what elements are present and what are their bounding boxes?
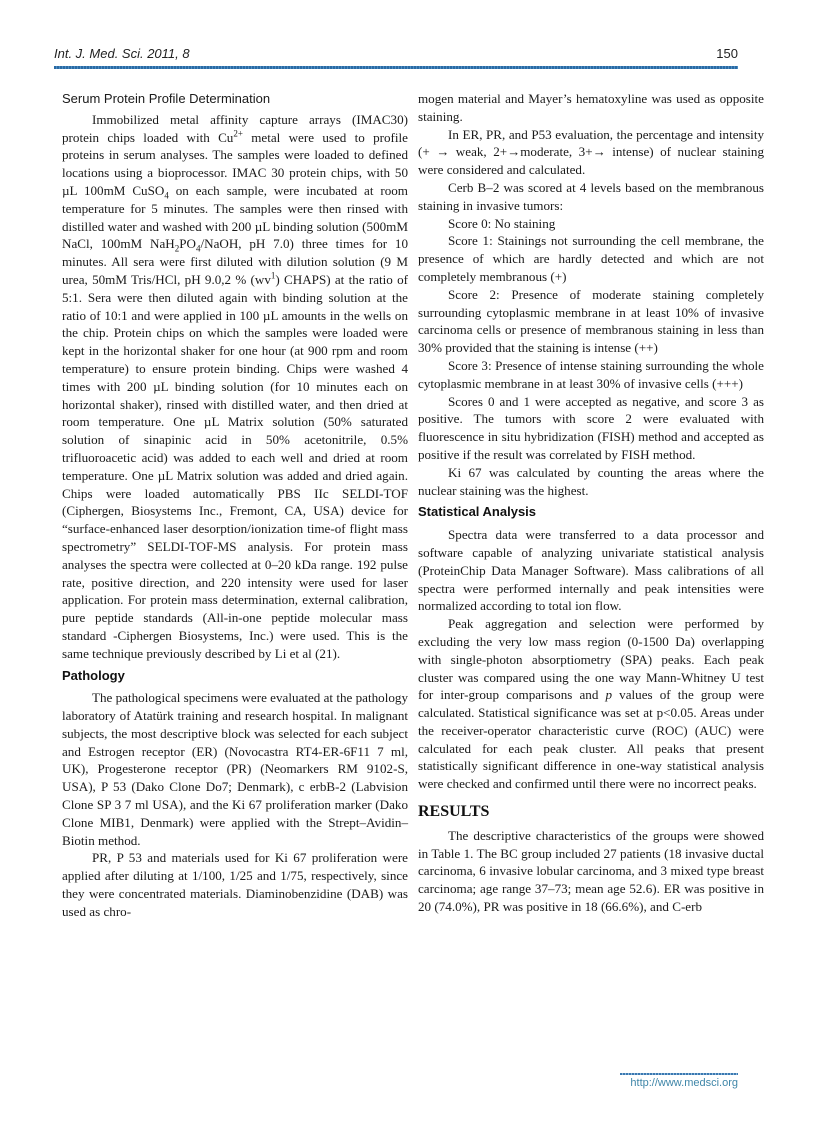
left-column: [62, 90, 408, 921]
section-heading-serum-protein: Serum Protein Profile Determination: [62, 91, 271, 106]
page-number: 150: [716, 46, 738, 61]
journal-url-link[interactable]: http://www.medsci.org: [630, 1077, 738, 1089]
text-run: on each sample, were incubated at room temperature for 5 minutes. The samples were then rinsed with distilled water and washed with 200 µL binding solution (500mM NaCl, 100mM NaH: [62, 182, 408, 252]
paragraph-pathology-1: The pathological specimens were evaluated at the pathology laboratory of Atatürk training and research hospital. In malignant subjects, the most descriptive block was selected for each subject and Estrogen receptor (ER) (Novocastra RT4-ER-6F11 7 ml, UK), Progesterone receptor (PR) (Neomarkers RM 9102-S, USA), P 53 (Dako Clone Do7; Denmark), c erbB-2 (Labvision Clone SP 3 7 ml USA), and the Ki 67 proliferation marker (Dako Clone MIB1, Denmark) were applied with the Strept–Avidin–Biotin method.: [62, 690, 408, 848]
paragraph-results-1: The descriptive characteristics of the groups were showed in Table 1. The BC group included 27 patients (18 invasive ductal carcinoma, 6 invasive lobular carcinoma, and 3 mixed type breast carcinoma; age range 37–73; mean age 52.6). ER was positive in 20 (74.0%), PR was positive in 18 (66.6%), and C-erb: [418, 827, 764, 915]
text-run: ) CHAPS) at the ratio of 5:1. Sera were then diluted again with binding solution at the ratio of 10:1 and were applied in 100 µL amounts in the wells on the chip. Protein chips on which the samples were loaded were kept in the horizontal shaker for one hour (at 900 rpm and room temperature) to ensure protein binding. Chips were washed 4 times with 200 µL binding solution (for 10 minutes each on horizontal shaker), rinsed with distilled water, and then dried at room temperature. One µL Matrix solution (50% saturated solution of sinapinic acid in 50% acetonitrile, 0.5% trifluoroacetic acid) was added to each well and dried at room temperature. One µL Matrix solution was added and dried again. Chips were loaded automatically PBS IIc SELDI-TOF (Ciphergen, Biosystems Inc., Fremont, CA, USA) device for “surface-enhanced laser desorption/ionization time-of flight mass spectrometry” SELDI-TOF-MS analysis. For protein mass analyses the spectra were collected at 0–20 kDa range. 192 pulse rate, positive direction, and 220 intensity were used for laser application. For protein mass determination, external calibration, pure peptide standards (All-in-one peptide molecular mass standard -Ciphergen Biosystems, Inc.) were used. This is the same technique previously described by Li et al (21).: [62, 271, 408, 661]
section-heading-statistical-analysis: Statistical Analysis: [418, 504, 537, 520]
section-heading-results: RESULTS: [418, 803, 490, 821]
paragraph-stat-1: Spectra data were transferred to a data processor and software capable of analyzing univariate statistical analysis (ProteinChip Data Manager Software). Mass calibrations of all spectra were performed internally and peak intensities were normalized according to total ion flow.: [418, 527, 764, 614]
text-run: Immobilized metal affinity capture arrays (IMAC30) protein chips loaded with Cu: [62, 111, 408, 145]
header-rule: [54, 66, 738, 69]
footer-rule: [620, 1073, 738, 1075]
subscript: 2: [174, 243, 180, 254]
journal-citation: Int. J. Med. Sci. 2011, 8: [54, 46, 190, 61]
italic-p: p: [605, 687, 613, 703]
running-head: [54, 46, 738, 66]
subscript: 4: [195, 243, 201, 254]
score-0: Score 0: No staining: [448, 215, 556, 231]
paragraph-cerb: Cerb B–2 was scored at 4 levels based on the membranous staining in invasive tumors:: [418, 179, 764, 213]
paragraph-er-pr-p53: In ER, PR, and P53 evaluation, the percentage and intensity (+ → weak, 2+→moderate, 3+→ intense) of nuclear staining were considered and calculated.: [418, 126, 764, 178]
score-1: Score 1: Stainings not surrounding the cell membrane, the presence of which are hardly detected and which are not completely membranous (+): [418, 233, 764, 284]
section-heading-pathology: Pathology: [62, 667, 125, 683]
paragraph-stat-2: [418, 615, 764, 793]
text-run: metal were used to profile proteins in serum analyses. The samples were loaded to defined locations using a bioprocessor. IMAC 30 protein chips, with 50 µL 100mM CuSO: [62, 129, 408, 198]
superscript: 1: [270, 270, 276, 281]
text-run: /NaOH, pH 7.0) three times for 10 minutes. All sera were first diluted with dilution solution (9 M urea, 50mM Tris/HCl, pH 9.0,2 % (wv: [62, 236, 409, 287]
subscript: 4: [164, 190, 169, 201]
text-run: PO: [179, 236, 196, 252]
text-run: values of the group were calculated. Statistical significance was set at p<0.05. Areas under the receiver-operator characteristic curve (ROC) (AUC) were calculated for each peak cluster. All peaks that present statistically significant difference in one-way statistical analysis were checked and confirmed until there were no incorrect peaks.: [418, 687, 765, 792]
paragraph-ki67: Ki 67 was calculated by counting the areas where the nuclear staining was the highest.: [418, 464, 764, 498]
score-2: Score 2: Presence of moderate staining completely surrounding cytoplasmic membrane in at least 10% of invasive carcinoma cells or presence of membranous staining in less than 30% provided that the staining is intense (++): [418, 286, 764, 356]
paragraph-serum-protein: [62, 111, 408, 663]
paragraph-continued: mogen material and Mayer’s hematoxyline was used as opposite staining.: [418, 91, 764, 124]
superscript: 2+: [233, 128, 243, 139]
paragraph-pathology-2: PR, P 53 and materials used for Ki 67 proliferation were applied after diluting at 1/100, 1/25 and 1/75, respectively, since they were concentrated materials. Diaminobenzidine (DAB) was used as chro-: [62, 850, 408, 919]
text-run: Peak aggregation and selection were performed by excluding the very low mass region (0-1500 Da) overlapping with single-photon absorptiometry (SPA) peaks. Each peak cluster was compared using the one way Mann-Whitney U test for inter-group comparisons and: [418, 616, 764, 703]
paragraph-scores: Scores 0 and 1 were accepted as negative, and score 3 as positive. The tumors with score 2 were evaluated with fluorescence in situ hybridization (FISH) method and accepted as positive if the result was correlated by FISH method.: [418, 393, 764, 462]
score-3: Score 3: Presence of intense staining surrounding the whole cytoplasmic membrane in at least 30% of invasive cells (+++): [418, 357, 764, 391]
right-column: [418, 90, 764, 916]
